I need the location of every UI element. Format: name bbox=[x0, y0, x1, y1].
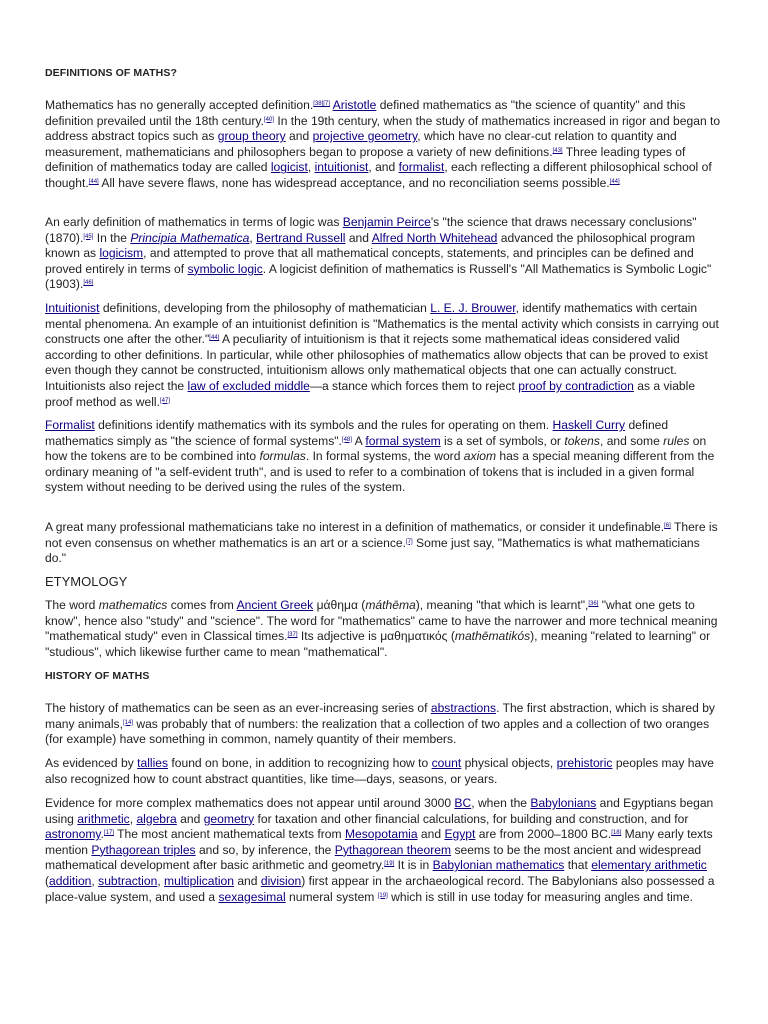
text-run: . In formal systems, the word bbox=[305, 449, 464, 464]
text-run: that bbox=[564, 858, 592, 873]
text-run: , when the bbox=[471, 796, 531, 810]
wiki-link[interactable]: sexagesimal bbox=[218, 889, 286, 904]
text-run: , each reflecting a different philosophical school of thought. bbox=[45, 160, 712, 190]
text-run: and bbox=[176, 811, 204, 826]
wiki-link[interactable]: BC bbox=[454, 796, 472, 810]
text-run: comes from bbox=[167, 598, 237, 612]
text-run: , bbox=[249, 230, 257, 245]
wiki-link[interactable]: astronomy bbox=[45, 827, 101, 842]
wiki-link[interactable]: geometry bbox=[203, 811, 255, 826]
text-run: and so, by inference, the bbox=[195, 842, 335, 857]
text-run: . A logicist definition of mathematics is Russell's "All Mathematics is Symbolic Logic" (1903). bbox=[45, 261, 712, 292]
text-run: seems to be the most ancient and widespread mathematical development after basic arithmetic and geometry. bbox=[45, 842, 702, 873]
citation-ref[interactable]: [40] bbox=[263, 116, 274, 123]
wiki-link[interactable]: Aristotle bbox=[332, 98, 377, 112]
text-run: peoples may have also recognized how to count abstract quantities, like time—days, seasons, or years. bbox=[45, 756, 714, 786]
citation-ref[interactable]: [37] bbox=[287, 632, 298, 639]
heading-history: HISTORY OF MATHS bbox=[45, 670, 150, 682]
wiki-link[interactable]: proof by contradiction bbox=[518, 378, 634, 393]
wiki-link[interactable]: count bbox=[431, 756, 462, 770]
text-run: ) first appear in the archaeological record. The Babylonians also possessed a place-value system, and used a bbox=[45, 873, 715, 904]
paragraph-babylonians bbox=[45, 796, 723, 905]
text-run: , identify mathematics with certain mental phenomena. An example of an intuitionist definition is "Mathematics is the mental activity which consists in carrying out constructs one after the other." bbox=[45, 301, 719, 347]
text-run: Evidence for more complex mathematics does not appear until around 3000 bbox=[45, 796, 455, 810]
wiki-link[interactable]: logicism bbox=[99, 246, 144, 261]
text-run: defined mathematics as "the science of quantity" and this definition prevailed until the 18th century. bbox=[45, 98, 686, 128]
wiki-link[interactable]: Ancient Greek bbox=[236, 598, 314, 612]
text-run: The history of mathematics can be seen as an ever-increasing series of bbox=[45, 701, 431, 715]
text-run: There is not even consensus on whether mathematics is an art or a science. bbox=[45, 520, 718, 550]
text-run: and bbox=[285, 129, 313, 144]
wiki-link[interactable]: L. E. J. Brouwer bbox=[430, 301, 516, 315]
citation-ref[interactable]: [19] bbox=[377, 892, 388, 899]
text-run: máthēma bbox=[365, 598, 416, 612]
wiki-link[interactable]: logicist bbox=[270, 160, 308, 175]
wiki-link[interactable]: group theory bbox=[217, 129, 286, 144]
text-run: , bbox=[307, 160, 315, 175]
text-run: has a special meaning different from the ordinary meaning of "a self-evident truth", and is used to refer to a combination of tokens that is included in a given formal system without needing to be derived using the rules of the system. bbox=[45, 449, 715, 495]
wiki-link[interactable]: law of excluded middle bbox=[187, 378, 310, 393]
text-run: mathematics bbox=[98, 598, 168, 612]
text-run: is a set of symbols, or bbox=[440, 433, 565, 448]
text-run: All have severe flaws, none has widespread acceptance, and no reconciliation seems possible. bbox=[98, 175, 610, 190]
wiki-link[interactable]: Intuitionist bbox=[45, 301, 100, 315]
text-run: , which have no clear-cut relation to quantity and measurement, mathematicians and philosophers began to propose a variety of new definitions. bbox=[45, 129, 677, 159]
heading-etymology: ETYMOLOGY bbox=[45, 574, 128, 589]
wiki-link[interactable]: algebra bbox=[136, 811, 177, 826]
citation-ref[interactable]: [48] bbox=[341, 436, 352, 443]
text-run: physical objects, bbox=[461, 756, 557, 770]
text-run: The word bbox=[45, 598, 99, 612]
wiki-link[interactable]: intuitionist bbox=[314, 160, 369, 175]
wiki-link[interactable]: formalist bbox=[398, 160, 445, 175]
wiki-link[interactable]: elementary arithmetic bbox=[591, 858, 707, 873]
citation-ref[interactable]: [6] bbox=[664, 523, 671, 529]
wiki-link[interactable]: division bbox=[260, 873, 302, 888]
text-run: for taxation and other financial calculations, for building and construction, and for bbox=[254, 811, 689, 826]
text-run: and bbox=[233, 873, 261, 888]
paragraph-etymology bbox=[45, 598, 723, 660]
wiki-link[interactable]: arithmetic bbox=[77, 811, 130, 826]
text-run: 's "the science that draws necessary conclusions" (1870). bbox=[45, 215, 697, 245]
wiki-link[interactable]: prehistoric bbox=[556, 756, 613, 770]
text-run: Its adjective is μαθηματικός ( bbox=[297, 629, 455, 644]
text-run: A great many professional mathematicians take no interest in a definition of mathematics, or consider it undefinable. bbox=[45, 520, 665, 534]
text-run: numeral system bbox=[285, 889, 378, 904]
citation-ref[interactable]: [36] bbox=[588, 601, 599, 607]
text-run: defined mathematics simply as "the science of formal systems". bbox=[45, 418, 669, 448]
citation-ref[interactable]: [19] bbox=[384, 861, 395, 868]
wiki-link[interactable]: Principia Mathematica bbox=[130, 230, 250, 245]
text-run: rules bbox=[663, 433, 690, 448]
wiki-link[interactable]: addition bbox=[49, 873, 92, 888]
citation-ref[interactable]: [44] bbox=[88, 178, 99, 185]
wiki-link[interactable]: Egypt bbox=[444, 827, 476, 842]
text-run: and bbox=[417, 827, 445, 842]
citation-ref[interactable]: [17] bbox=[103, 830, 114, 837]
citation-ref[interactable]: [7] bbox=[406, 538, 413, 545]
wiki-link[interactable]: formal system bbox=[365, 433, 441, 448]
text-run: as a viable proof method as well. bbox=[45, 378, 696, 409]
heading-definitions: DEFINITIONS OF MATHS? bbox=[45, 67, 177, 79]
text-run: ), meaning "related to learning" or "studious", which likewise further came to mean "mathematical". bbox=[45, 629, 711, 659]
citation-ref[interactable]: [44] bbox=[609, 178, 620, 185]
wiki-link[interactable]: Babylonian mathematics bbox=[432, 858, 565, 873]
wiki-link[interactable]: abstractions bbox=[430, 701, 497, 715]
text-run: definitions identify mathematics with its symbols and the rules for operating on them. bbox=[94, 418, 553, 432]
text-run: . bbox=[100, 827, 104, 842]
text-run: In the bbox=[93, 230, 131, 245]
text-run: —a stance which forces them to reject bbox=[309, 378, 519, 393]
text-run: A bbox=[351, 433, 366, 448]
text-run: , bbox=[157, 873, 165, 888]
text-run: was probably that of numbers: the realization that a collection of two apples and a collection of two oranges (for example) have something in common, namely quantity of their members. bbox=[45, 716, 710, 747]
text-run: Some just say, "Mathematics is what mathematicians do." bbox=[45, 535, 700, 566]
text-run: tokens bbox=[564, 433, 600, 448]
text-run: As evidenced by bbox=[45, 756, 138, 770]
text-run: , bbox=[129, 811, 137, 826]
text-run: ( bbox=[45, 873, 50, 888]
text-run: definitions, developing from the philosophy of mathematician bbox=[99, 301, 431, 315]
wiki-link[interactable]: Benjamin Peirce bbox=[342, 215, 431, 229]
wiki-link[interactable]: Formalist bbox=[45, 418, 95, 432]
text-run: , and attempted to prove that all mathematical concepts, statements, and principles can be defined and proved entirely in terms of bbox=[45, 246, 694, 276]
text-run: An early definition of mathematics in terms of logic was bbox=[45, 215, 343, 229]
citation-ref[interactable]: [45] bbox=[83, 233, 94, 240]
text-run: are from 2000–1800 BC. bbox=[475, 827, 612, 842]
text-run: Mathematics has no generally accepted definition. bbox=[45, 98, 314, 112]
wiki-link[interactable]: Alfred North Whitehead bbox=[371, 230, 498, 245]
paragraph-definitions bbox=[45, 98, 723, 192]
text-run: , and bbox=[368, 160, 399, 175]
citation-ref[interactable]: [18] bbox=[611, 830, 622, 837]
text-run: The most ancient mathematical texts from bbox=[113, 827, 345, 842]
wiki-link[interactable]: Bertrand Russell bbox=[256, 230, 346, 245]
paragraph-abstractions bbox=[45, 701, 723, 748]
citation-ref[interactable]: [47] bbox=[159, 397, 170, 404]
text-run: , and some bbox=[599, 433, 664, 448]
text-run: "what one gets to know", hence also "study" and "science". The word for "mathematics" came to have the narrower and more technical meaning "mathematical study" even in Classical times. bbox=[45, 598, 718, 644]
text-run: Three leading types of definition of mathematics today are called bbox=[45, 144, 686, 175]
text-run: axiom bbox=[463, 449, 497, 464]
wiki-link[interactable]: projective geometry bbox=[312, 129, 418, 144]
text-run: Many early texts mention bbox=[45, 827, 713, 857]
paragraph-undefinable bbox=[45, 520, 723, 567]
paragraph-intuitionist bbox=[45, 301, 723, 410]
text-run: on how the tokens are to be combined into bbox=[45, 433, 707, 464]
text-run: found on bone, in addition to recognizing how to bbox=[168, 756, 432, 770]
wiki-link[interactable]: tallies bbox=[137, 756, 169, 770]
text-run: , bbox=[91, 873, 99, 888]
paragraph-logicist bbox=[45, 215, 723, 293]
text-run: μάθημα ( bbox=[313, 598, 366, 612]
paragraph-tallies bbox=[45, 756, 723, 787]
citation-ref[interactable]: [38][7] bbox=[313, 101, 330, 107]
citation-ref[interactable]: [46] bbox=[83, 280, 94, 287]
paragraph-formalist bbox=[45, 418, 723, 496]
wiki-link[interactable]: Babylonians bbox=[530, 796, 597, 810]
wiki-link[interactable]: Mesopotamia bbox=[344, 827, 418, 842]
wiki-link[interactable]: subtraction bbox=[98, 873, 158, 888]
wiki-link[interactable]: Pythagorean theorem bbox=[334, 842, 452, 857]
text-run: It is in bbox=[394, 858, 433, 873]
wiki-link[interactable]: Pythagorean triples bbox=[91, 842, 196, 857]
text-run: . The first abstraction, which is shared by many animals, bbox=[45, 701, 715, 731]
wiki-link[interactable]: Haskell Curry bbox=[552, 418, 626, 432]
text-run: In the 19th century, when the study of mathematics increased in rigor and began to address abstract topics such as bbox=[45, 113, 721, 144]
citation-ref[interactable]: [43] bbox=[552, 147, 563, 154]
wiki-link[interactable]: symbolic logic bbox=[187, 261, 263, 276]
text-run: formulas bbox=[259, 449, 306, 464]
text-run: and bbox=[345, 230, 372, 245]
text-run: ), meaning "that which is learnt", bbox=[415, 598, 589, 612]
text-run: mathēmatikós bbox=[454, 629, 531, 644]
wiki-link[interactable]: multiplication bbox=[164, 873, 234, 888]
text-run: A peculiarity of intuitionism is that it rejects some mathematical ideas considered valid according to other definitions. In particular, while other philosophies of mathematics allow objects that can be proved to exist even though they cannot be constructed, intuitionism allows only mathematical objects that one can actually construct. Intuitionists also reject the bbox=[45, 332, 708, 393]
text-run: advanced the philosophical program known as bbox=[45, 230, 696, 261]
text-run: and Egyptians began using bbox=[45, 796, 714, 826]
text-run: which is still in use today for measuring angles and time. bbox=[387, 889, 693, 904]
citation-ref[interactable]: [14] bbox=[122, 719, 133, 726]
citation-ref[interactable]: [44] bbox=[209, 335, 220, 342]
